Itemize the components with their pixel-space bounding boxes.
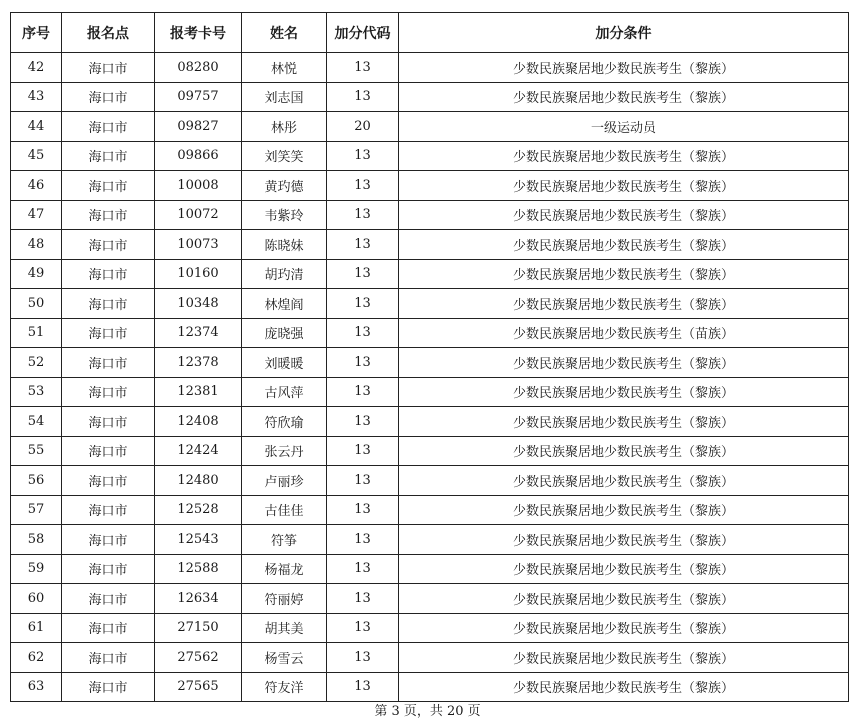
cell-name: 胡玓清 bbox=[242, 259, 327, 289]
cell-bonus-code: 13 bbox=[327, 672, 399, 702]
column-header-name: 姓名 bbox=[242, 13, 327, 53]
cell-registration-site: 海口市 bbox=[62, 259, 155, 289]
cell-serial-number: 58 bbox=[11, 525, 62, 555]
table-row bbox=[11, 289, 849, 319]
cell-serial-number: 44 bbox=[11, 112, 62, 142]
cell-serial-number: 56 bbox=[11, 466, 62, 496]
cell-registration-site: 海口市 bbox=[62, 407, 155, 437]
cell-bonus-code: 13 bbox=[327, 643, 399, 673]
table-header bbox=[11, 13, 849, 53]
cell-exam-card-number: 08280 bbox=[155, 53, 242, 83]
cell-bonus-condition: 少数民族聚居地少数民族考生（黎族） bbox=[399, 672, 849, 702]
cell-bonus-condition: 少数民族聚居地少数民族考生（黎族） bbox=[399, 554, 849, 584]
cell-registration-site: 海口市 bbox=[62, 554, 155, 584]
cell-bonus-condition: 少数民族聚居地少数民族考生（黎族） bbox=[399, 407, 849, 437]
cell-registration-site: 海口市 bbox=[62, 53, 155, 83]
cell-name: 刘暖暖 bbox=[242, 348, 327, 378]
cell-name: 古风萍 bbox=[242, 377, 327, 407]
table-row bbox=[11, 259, 849, 289]
cell-name: 符筝 bbox=[242, 525, 327, 555]
cell-bonus-code: 13 bbox=[327, 554, 399, 584]
cell-serial-number: 49 bbox=[11, 259, 62, 289]
table-row bbox=[11, 672, 849, 702]
cell-bonus-code: 13 bbox=[327, 318, 399, 348]
cell-serial-number: 47 bbox=[11, 200, 62, 230]
table-row bbox=[11, 318, 849, 348]
cell-bonus-code: 13 bbox=[327, 436, 399, 466]
cell-exam-card-number: 10072 bbox=[155, 200, 242, 230]
cell-exam-card-number: 12588 bbox=[155, 554, 242, 584]
table-row bbox=[11, 407, 849, 437]
table-row bbox=[11, 112, 849, 142]
cell-bonus-code: 13 bbox=[327, 200, 399, 230]
table-row bbox=[11, 525, 849, 555]
cell-registration-site: 海口市 bbox=[62, 377, 155, 407]
cell-bonus-code: 20 bbox=[327, 112, 399, 142]
cell-registration-site: 海口市 bbox=[62, 171, 155, 201]
table-row bbox=[11, 643, 849, 673]
column-header-serial-number: 序号 bbox=[11, 13, 62, 53]
column-header-bonus-code: 加分代码 bbox=[327, 13, 399, 53]
cell-exam-card-number: 10008 bbox=[155, 171, 242, 201]
table-row bbox=[11, 377, 849, 407]
table-row bbox=[11, 230, 849, 260]
cell-exam-card-number: 12424 bbox=[155, 436, 242, 466]
cell-registration-site: 海口市 bbox=[62, 525, 155, 555]
cell-bonus-condition: 少数民族聚居地少数民族考生（黎族） bbox=[399, 436, 849, 466]
table-row bbox=[11, 348, 849, 378]
cell-bonus-code: 13 bbox=[327, 525, 399, 555]
cell-name: 林悦 bbox=[242, 53, 327, 83]
cell-serial-number: 48 bbox=[11, 230, 62, 260]
table-row bbox=[11, 141, 849, 171]
cell-registration-site: 海口市 bbox=[62, 348, 155, 378]
table-body bbox=[11, 53, 849, 702]
cell-bonus-code: 13 bbox=[327, 348, 399, 378]
cell-registration-site: 海口市 bbox=[62, 613, 155, 643]
cell-bonus-condition: 少数民族聚居地少数民族考生（黎族） bbox=[399, 495, 849, 525]
cell-exam-card-number: 09866 bbox=[155, 141, 242, 171]
cell-exam-card-number: 12378 bbox=[155, 348, 242, 378]
cell-registration-site: 海口市 bbox=[62, 230, 155, 260]
cell-bonus-condition: 少数民族聚居地少数民族考生（黎族） bbox=[399, 613, 849, 643]
cell-serial-number: 60 bbox=[11, 584, 62, 614]
cell-bonus-code: 13 bbox=[327, 495, 399, 525]
table-row bbox=[11, 466, 849, 496]
cell-registration-site: 海口市 bbox=[62, 466, 155, 496]
cell-registration-site: 海口市 bbox=[62, 495, 155, 525]
cell-serial-number: 46 bbox=[11, 171, 62, 201]
cell-name: 符丽婷 bbox=[242, 584, 327, 614]
cell-bonus-condition: 一级运动员 bbox=[399, 112, 849, 142]
cell-bonus-code: 13 bbox=[327, 82, 399, 112]
cell-name: 古佳佳 bbox=[242, 495, 327, 525]
cell-bonus-condition: 少数民族聚居地少数民族考生（黎族） bbox=[399, 377, 849, 407]
cell-bonus-code: 13 bbox=[327, 53, 399, 83]
cell-serial-number: 59 bbox=[11, 554, 62, 584]
cell-serial-number: 57 bbox=[11, 495, 62, 525]
cell-name: 符欣瑜 bbox=[242, 407, 327, 437]
cell-registration-site: 海口市 bbox=[62, 82, 155, 112]
cell-name: 张云丹 bbox=[242, 436, 327, 466]
cell-name: 刘笑笑 bbox=[242, 141, 327, 171]
cell-exam-card-number: 12543 bbox=[155, 525, 242, 555]
cell-name: 符友洋 bbox=[242, 672, 327, 702]
header-row bbox=[11, 13, 849, 53]
table-row bbox=[11, 613, 849, 643]
column-header-bonus-condition: 加分条件 bbox=[399, 13, 849, 53]
cell-serial-number: 55 bbox=[11, 436, 62, 466]
cell-serial-number: 53 bbox=[11, 377, 62, 407]
cell-name: 韦紫玲 bbox=[242, 200, 327, 230]
cell-name: 刘志国 bbox=[242, 82, 327, 112]
cell-exam-card-number: 10348 bbox=[155, 289, 242, 319]
cell-name: 卢丽珍 bbox=[242, 466, 327, 496]
cell-bonus-condition: 少数民族聚居地少数民族考生（黎族） bbox=[399, 53, 849, 83]
table-row bbox=[11, 554, 849, 584]
cell-bonus-condition: 少数民族聚居地少数民族考生（黎族） bbox=[399, 525, 849, 555]
cell-serial-number: 63 bbox=[11, 672, 62, 702]
cell-bonus-condition: 少数民族聚居地少数民族考生（黎族） bbox=[399, 348, 849, 378]
cell-name: 杨雪云 bbox=[242, 643, 327, 673]
cell-serial-number: 45 bbox=[11, 141, 62, 171]
cell-registration-site: 海口市 bbox=[62, 141, 155, 171]
cell-serial-number: 61 bbox=[11, 613, 62, 643]
table-row bbox=[11, 495, 849, 525]
cell-serial-number: 51 bbox=[11, 318, 62, 348]
cell-name: 陈晓妹 bbox=[242, 230, 327, 260]
table-row bbox=[11, 82, 849, 112]
table-row bbox=[11, 584, 849, 614]
cell-bonus-condition: 少数民族聚居地少数民族考生（黎族） bbox=[399, 259, 849, 289]
cell-exam-card-number: 12374 bbox=[155, 318, 242, 348]
cell-bonus-condition: 少数民族聚居地少数民族考生（黎族） bbox=[399, 141, 849, 171]
cell-exam-card-number: 12528 bbox=[155, 495, 242, 525]
cell-bonus-condition: 少数民族聚居地少数民族考生（黎族） bbox=[399, 171, 849, 201]
cell-name: 庞晓强 bbox=[242, 318, 327, 348]
cell-bonus-condition: 少数民族聚居地少数民族考生（黎族） bbox=[399, 466, 849, 496]
cell-exam-card-number: 09827 bbox=[155, 112, 242, 142]
column-header-exam-card-number: 报考卡号 bbox=[155, 13, 242, 53]
cell-exam-card-number: 10160 bbox=[155, 259, 242, 289]
cell-bonus-code: 13 bbox=[327, 584, 399, 614]
cell-exam-card-number: 12480 bbox=[155, 466, 242, 496]
cell-bonus-code: 13 bbox=[327, 466, 399, 496]
cell-bonus-condition: 少数民族聚居地少数民族考生（黎族） bbox=[399, 289, 849, 319]
cell-bonus-condition: 少数民族聚居地少数民族考生（苗族） bbox=[399, 318, 849, 348]
cell-registration-site: 海口市 bbox=[62, 672, 155, 702]
column-header-registration-site: 报名点 bbox=[62, 13, 155, 53]
cell-registration-site: 海口市 bbox=[62, 289, 155, 319]
bonus-points-table bbox=[10, 12, 849, 702]
cell-bonus-condition: 少数民族聚居地少数民族考生（黎族） bbox=[399, 200, 849, 230]
table-row bbox=[11, 200, 849, 230]
cell-serial-number: 42 bbox=[11, 53, 62, 83]
cell-registration-site: 海口市 bbox=[62, 584, 155, 614]
cell-bonus-code: 13 bbox=[327, 613, 399, 643]
cell-serial-number: 52 bbox=[11, 348, 62, 378]
cell-exam-card-number: 09757 bbox=[155, 82, 242, 112]
cell-registration-site: 海口市 bbox=[62, 112, 155, 142]
cell-bonus-condition: 少数民族聚居地少数民族考生（黎族） bbox=[399, 82, 849, 112]
cell-registration-site: 海口市 bbox=[62, 200, 155, 230]
cell-registration-site: 海口市 bbox=[62, 436, 155, 466]
cell-exam-card-number: 27562 bbox=[155, 643, 242, 673]
cell-exam-card-number: 12381 bbox=[155, 377, 242, 407]
cell-bonus-code: 13 bbox=[327, 377, 399, 407]
cell-bonus-code: 13 bbox=[327, 141, 399, 171]
cell-name: 黄玓德 bbox=[242, 171, 327, 201]
cell-serial-number: 62 bbox=[11, 643, 62, 673]
cell-name: 杨福龙 bbox=[242, 554, 327, 584]
cell-bonus-condition: 少数民族聚居地少数民族考生（黎族） bbox=[399, 643, 849, 673]
page-footer: 第 3 页，共 20 页 bbox=[374, 704, 481, 719]
cell-bonus-code: 13 bbox=[327, 289, 399, 319]
cell-registration-site: 海口市 bbox=[62, 643, 155, 673]
cell-serial-number: 43 bbox=[11, 82, 62, 112]
cell-exam-card-number: 27565 bbox=[155, 672, 242, 702]
table-row bbox=[11, 53, 849, 83]
document-page bbox=[10, 12, 848, 702]
cell-exam-card-number: 12408 bbox=[155, 407, 242, 437]
cell-exam-card-number: 27150 bbox=[155, 613, 242, 643]
cell-exam-card-number: 10073 bbox=[155, 230, 242, 260]
cell-bonus-code: 13 bbox=[327, 230, 399, 260]
cell-name: 林煌阎 bbox=[242, 289, 327, 319]
cell-exam-card-number: 12634 bbox=[155, 584, 242, 614]
cell-name: 胡其美 bbox=[242, 613, 327, 643]
cell-serial-number: 50 bbox=[11, 289, 62, 319]
cell-bonus-condition: 少数民族聚居地少数民族考生（黎族） bbox=[399, 230, 849, 260]
table-row bbox=[11, 436, 849, 466]
cell-bonus-code: 13 bbox=[327, 171, 399, 201]
cell-bonus-condition: 少数民族聚居地少数民族考生（黎族） bbox=[399, 584, 849, 614]
cell-bonus-code: 13 bbox=[327, 407, 399, 437]
cell-registration-site: 海口市 bbox=[62, 318, 155, 348]
cell-serial-number: 54 bbox=[11, 407, 62, 437]
cell-name: 林彤 bbox=[242, 112, 327, 142]
cell-bonus-code: 13 bbox=[327, 259, 399, 289]
table-row bbox=[11, 171, 849, 201]
